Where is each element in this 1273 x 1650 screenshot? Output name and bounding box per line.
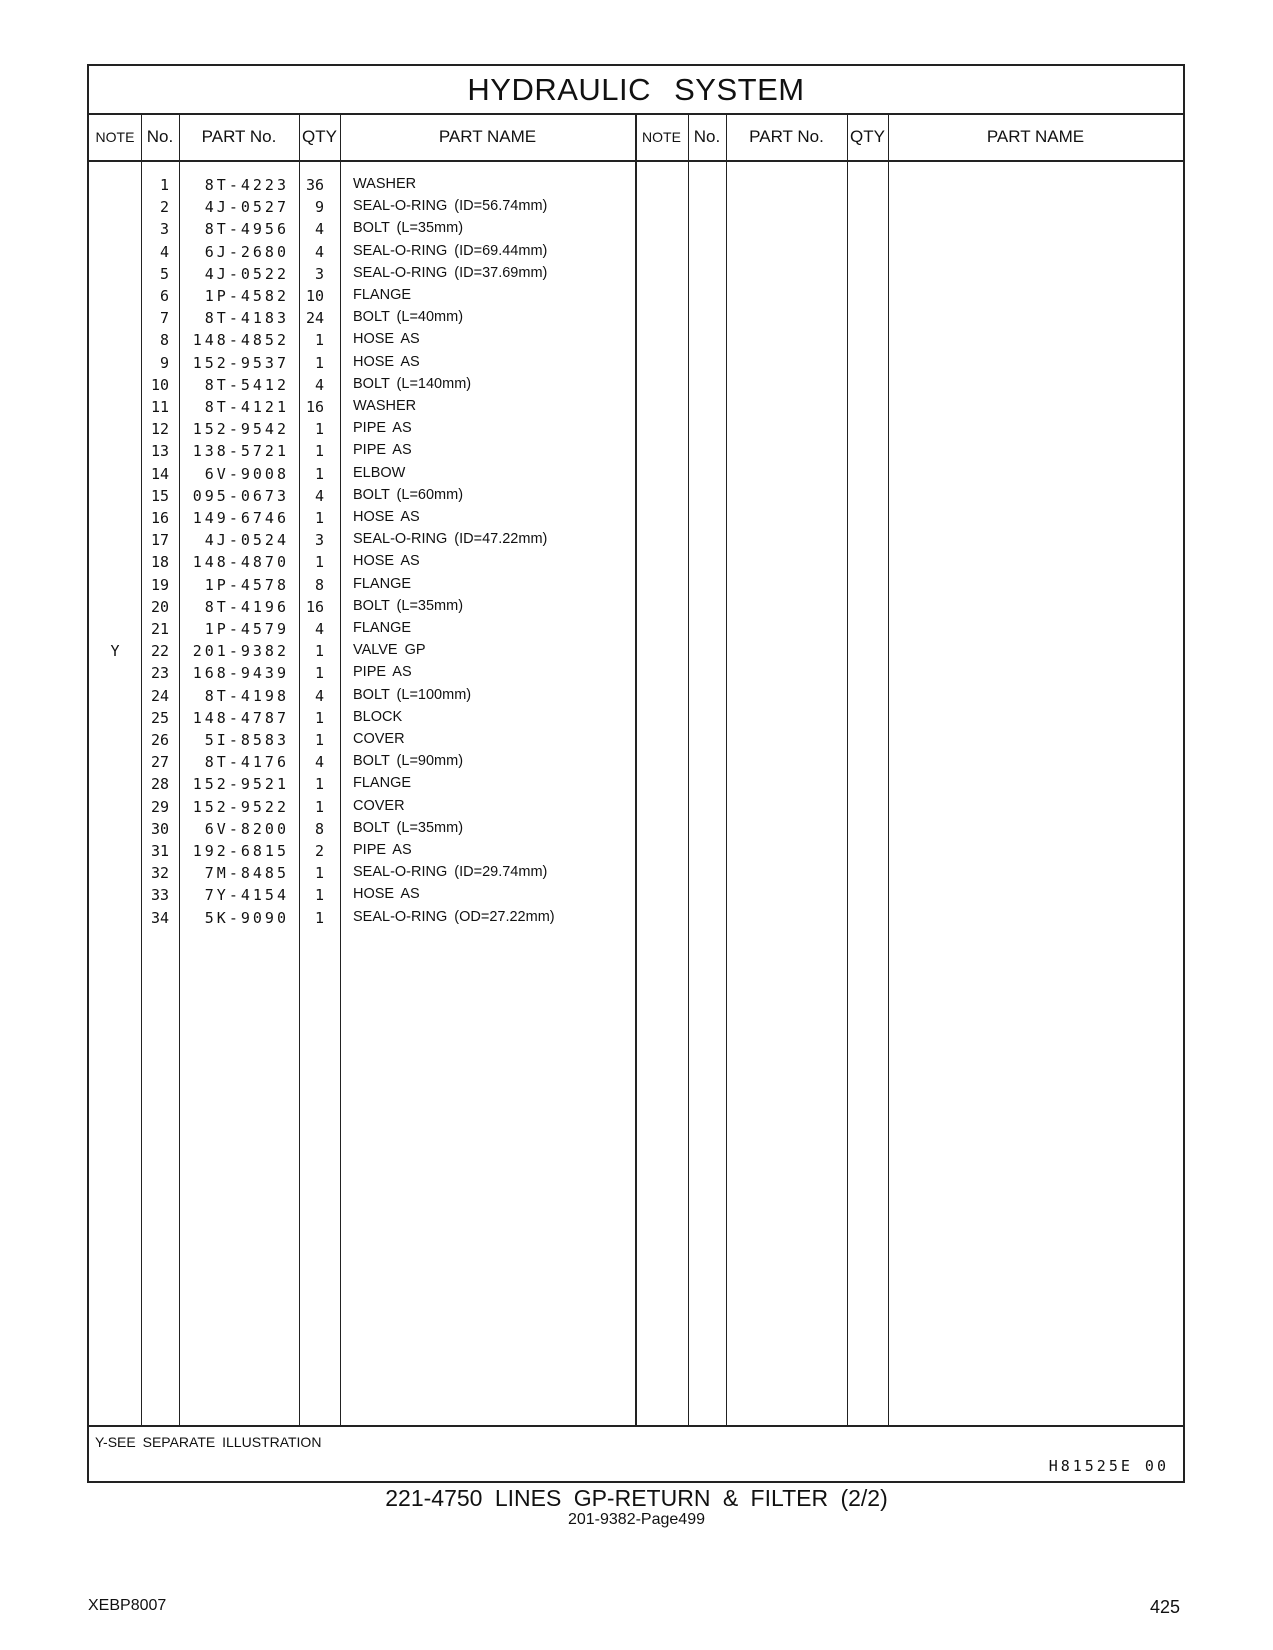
table-cell-part-no: 5K-9090 xyxy=(204,908,289,927)
table-cell-part-name: BOLT (L=35mm) xyxy=(353,597,464,614)
table-cell-qty: 4 xyxy=(314,486,324,505)
table-cell-qty: 3 xyxy=(314,264,324,283)
table-cell-part-name: HOSE AS xyxy=(353,509,420,525)
table-row xyxy=(89,798,649,821)
table-cell-no: 14 xyxy=(150,464,169,483)
table-cell-part-name: HOSE AS xyxy=(353,553,420,570)
table-cell-qty: 8 xyxy=(314,819,324,838)
table-cell-part-name: FLANGE xyxy=(353,775,412,792)
table-cell-no: 32 xyxy=(150,864,169,883)
table-row xyxy=(89,620,649,643)
table-cell-part-no: 6V-8200 xyxy=(204,819,289,838)
table-cell-qty: 4 xyxy=(314,242,324,261)
table-cell-no: 20 xyxy=(150,597,169,616)
table-row xyxy=(89,775,649,798)
table-cell-no: 33 xyxy=(150,886,169,905)
table-cell-part-name: WASHER xyxy=(353,398,417,414)
table-cell-qty: 4 xyxy=(314,686,324,705)
table-cell-part-no: 168-9439 xyxy=(192,664,289,683)
column-divider xyxy=(847,113,848,1425)
table-row xyxy=(89,243,649,266)
table-row xyxy=(89,553,649,576)
table-cell-no: 4 xyxy=(159,242,169,261)
table-cell-part-no: 1P-4578 xyxy=(204,575,289,594)
table-cell-part-no: 201-9382 xyxy=(192,642,289,661)
table-cell-part-name: ELBOW xyxy=(353,464,406,481)
header-no: No. xyxy=(146,126,174,146)
table-row xyxy=(89,176,649,199)
table-cell-no: 29 xyxy=(150,797,169,816)
table-cell-qty: 1 xyxy=(314,664,324,683)
table-cell-qty: 1 xyxy=(314,353,324,372)
table-cell-qty: 1 xyxy=(314,731,324,749)
table-cell-no: 31 xyxy=(150,842,169,860)
table-cell-no: 19 xyxy=(150,575,169,594)
table-row xyxy=(89,398,649,421)
table-cell-part-name: HOSE AS xyxy=(353,353,420,370)
table-cell-no: 6 xyxy=(159,287,169,305)
table-cell-part-no: 152-9542 xyxy=(192,420,289,439)
table-cell-part-name: VALVE GP xyxy=(353,642,426,659)
table-cell-part-name: PIPE AS xyxy=(353,420,412,437)
table-row xyxy=(89,664,649,687)
table-cell-part-name: SEAL-O-RING (OD=27.22mm) xyxy=(353,908,555,925)
page-number: 425 xyxy=(1150,1597,1181,1617)
table-cell-no: 18 xyxy=(150,553,169,572)
header-qty: QTY xyxy=(302,126,337,146)
table-row xyxy=(89,376,649,399)
table-cell-no: 34 xyxy=(150,908,169,927)
table-cell-part-name: BOLT (L=140mm) xyxy=(353,375,472,392)
table-row xyxy=(89,420,649,443)
footnote: Y-SEE SEPARATE ILLUSTRATION xyxy=(95,1434,322,1450)
table-cell-qty: 1 xyxy=(314,775,324,794)
table-row xyxy=(89,864,649,887)
table-cell-qty: 1 xyxy=(314,708,324,727)
header-part-no: PART No. xyxy=(201,126,277,146)
table-cell-part-name: BOLT (L=35mm) xyxy=(353,220,464,237)
header-qty-right: QTY xyxy=(850,126,885,146)
table-cell-no: 21 xyxy=(150,620,169,638)
table-cell-part-name: COVER xyxy=(353,731,405,747)
table-cell-part-name: PIPE AS xyxy=(353,442,412,459)
table-cell-qty: 24 xyxy=(305,309,324,328)
table-cell-note: Y xyxy=(110,642,120,661)
table-cell-no: 30 xyxy=(150,819,169,838)
table-cell-no: 7 xyxy=(159,309,169,328)
table-cell-no: 1 xyxy=(159,176,169,194)
table-cell-qty: 1 xyxy=(314,642,324,661)
footer-rule xyxy=(89,1425,1183,1427)
table-cell-no: 28 xyxy=(150,775,169,794)
table-row xyxy=(89,886,649,909)
table-cell-qty: 1 xyxy=(314,553,324,572)
table-cell-no: 2 xyxy=(159,198,169,217)
table-cell-part-name: FLANGE xyxy=(353,620,412,636)
illustration-subcaption: 201-9382-Page499 xyxy=(567,1511,705,1528)
table-cell-no: 12 xyxy=(150,420,169,439)
parts-list-sheet xyxy=(87,64,1185,1483)
table-cell-no: 16 xyxy=(150,509,169,527)
table-cell-qty: 2 xyxy=(314,842,324,860)
table-cell-part-no: 152-9537 xyxy=(192,353,289,372)
table-cell-part-no: 7Y-4154 xyxy=(204,886,289,905)
table-row xyxy=(89,842,649,865)
table-cell-no: 22 xyxy=(150,642,169,661)
table-cell-part-no: 8T-4196 xyxy=(204,597,289,616)
table-cell-part-name: SEAL-O-RING (ID=69.44mm) xyxy=(353,242,548,259)
table-cell-part-no: 1P-4579 xyxy=(204,620,289,638)
table-row xyxy=(89,642,649,665)
table-cell-part-no: 8T-4183 xyxy=(204,309,289,328)
table-cell-qty: 4 xyxy=(314,220,324,239)
table-cell-no: 15 xyxy=(150,486,169,505)
table-cell-qty: 1 xyxy=(314,864,324,883)
table-cell-part-no: 095-0673 xyxy=(192,486,289,505)
table-cell-part-no: 8T-4198 xyxy=(204,686,289,705)
table-cell-part-name: SEAL-O-RING (ID=56.74mm) xyxy=(353,198,548,215)
table-cell-part-no: 152-9521 xyxy=(192,775,289,794)
table-cell-no: 26 xyxy=(150,731,169,749)
table-cell-qty: 4 xyxy=(314,375,324,394)
table-row xyxy=(89,576,649,599)
table-cell-part-name: HOSE AS xyxy=(353,886,420,903)
table-cell-part-no: 4J-0522 xyxy=(204,264,289,283)
table-cell-part-name: BOLT (L=60mm) xyxy=(353,486,464,503)
table-cell-part-name: BOLT (L=35mm) xyxy=(353,819,464,836)
table-row xyxy=(89,487,649,510)
table-cell-qty: 1 xyxy=(314,509,324,527)
table-cell-qty: 8 xyxy=(314,575,324,594)
table-row xyxy=(89,731,649,754)
illustration-caption: 221-4750 LINES GP-RETURN & FILTER (2/2) xyxy=(385,1485,888,1511)
table-cell-qty: 36 xyxy=(305,176,324,194)
table-row xyxy=(89,820,649,843)
table-cell-part-no: 148-4852 xyxy=(192,331,289,350)
publication-id: XEBP8007 xyxy=(88,1597,167,1614)
table-cell-part-no: 6V-9008 xyxy=(204,464,289,483)
table-cell-part-no: 138-5721 xyxy=(192,442,289,461)
table-cell-part-no: 8T-5412 xyxy=(204,375,289,394)
header-part-no-right: PART No. xyxy=(749,126,824,146)
table-cell-part-no: 4J-0527 xyxy=(204,198,289,217)
table-cell-part-no: 1P-4582 xyxy=(204,287,289,305)
table-cell-part-name: HOSE AS xyxy=(353,331,420,348)
table-cell-qty: 16 xyxy=(305,398,324,416)
table-cell-no: 24 xyxy=(150,686,169,705)
table-cell-qty: 1 xyxy=(314,908,324,927)
table-cell-part-no: 6J-2680 xyxy=(204,242,289,261)
table-cell-part-name: BOLT (L=90mm) xyxy=(353,753,464,770)
table-cell-qty: 16 xyxy=(305,597,324,616)
table-cell-part-name: FLANGE xyxy=(353,575,412,592)
header-part-name-right: PART NAME xyxy=(986,126,1085,146)
table-cell-qty: 1 xyxy=(314,420,324,439)
table-row xyxy=(89,465,649,488)
table-cell-part-name: SEAL-O-RING (ID=47.22mm) xyxy=(353,531,548,548)
table-cell-part-name: FLANGE xyxy=(353,287,412,303)
table-row xyxy=(89,709,649,732)
section-title: HYDRAULIC SYSTEM xyxy=(89,66,1183,115)
table-cell-part-no: 4J-0524 xyxy=(204,531,289,550)
column-divider xyxy=(726,113,727,1425)
table-cell-qty: 4 xyxy=(314,620,324,638)
table-cell-qty: 1 xyxy=(314,442,324,461)
table-cell-no: 23 xyxy=(150,664,169,683)
table-cell-no: 13 xyxy=(150,442,169,461)
table-cell-part-no: 8T-4121 xyxy=(204,398,289,416)
table-cell-part-no: 8T-4956 xyxy=(204,220,289,239)
table-row xyxy=(89,198,649,221)
table-cell-part-name: BLOCK xyxy=(353,708,403,725)
column-divider xyxy=(888,113,889,1425)
table-cell-no: 5 xyxy=(159,264,169,283)
table-cell-part-name: BOLT (L=100mm) xyxy=(353,686,472,703)
table-row xyxy=(89,220,649,243)
table-row xyxy=(89,598,649,621)
table-cell-no: 8 xyxy=(159,331,169,350)
table-row xyxy=(89,909,649,932)
header-no-right: No. xyxy=(693,126,721,146)
table-cell-part-name: BOLT (L=40mm) xyxy=(353,309,464,326)
table-cell-no: 3 xyxy=(159,220,169,239)
header-note-right: NOTE xyxy=(642,128,681,145)
table-cell-qty: 1 xyxy=(314,464,324,483)
table-cell-part-no: 8T-4176 xyxy=(204,753,289,772)
table-cell-no: 27 xyxy=(150,753,169,772)
table-cell-part-no: 8T-4223 xyxy=(204,176,289,194)
table-cell-part-name: WASHER xyxy=(353,176,417,192)
table-row xyxy=(89,442,649,465)
table-cell-no: 9 xyxy=(159,353,169,372)
table-cell-no: 10 xyxy=(150,375,169,394)
table-cell-qty: 1 xyxy=(314,886,324,905)
table-row xyxy=(89,309,649,332)
table-row xyxy=(89,331,649,354)
table-row xyxy=(89,531,649,554)
table-cell-part-name: COVER xyxy=(353,797,405,814)
table-row xyxy=(89,753,649,776)
header-note: NOTE xyxy=(95,128,135,145)
table-cell-no: 17 xyxy=(150,531,169,550)
table-cell-part-no: 7M-8485 xyxy=(204,864,289,883)
table-cell-part-no: 5I-8583 xyxy=(204,731,289,749)
table-cell-part-name: SEAL-O-RING (ID=37.69mm) xyxy=(353,264,548,281)
table-row xyxy=(89,354,649,377)
table-cell-qty: 1 xyxy=(314,797,324,816)
table-cell-qty: 3 xyxy=(314,531,324,550)
document-code: H81525E 00 xyxy=(1048,1457,1169,1475)
table-cell-part-no: 192-6815 xyxy=(192,842,289,860)
table-cell-qty: 10 xyxy=(305,287,324,305)
table-cell-no: 25 xyxy=(150,708,169,727)
table-cell-qty: 9 xyxy=(314,198,324,217)
table-cell-part-no: 148-4787 xyxy=(192,708,289,727)
table-row xyxy=(89,287,649,310)
table-cell-qty: 4 xyxy=(314,753,324,772)
table-row xyxy=(89,509,649,532)
table-cell-no: 11 xyxy=(150,398,169,416)
table-cell-part-name: PIPE AS xyxy=(353,842,412,858)
table-cell-part-no: 149-6746 xyxy=(192,509,289,527)
table-row xyxy=(89,687,649,710)
header-part-name: PART NAME xyxy=(438,126,537,146)
table-cell-part-no: 148-4870 xyxy=(192,553,289,572)
table-cell-part-name: SEAL-O-RING (ID=29.74mm) xyxy=(353,864,548,881)
table-cell-part-name: PIPE AS xyxy=(353,664,412,681)
column-divider xyxy=(688,113,689,1425)
table-cell-qty: 1 xyxy=(314,331,324,350)
table-cell-part-no: 152-9522 xyxy=(192,797,289,816)
table-row xyxy=(89,265,649,288)
